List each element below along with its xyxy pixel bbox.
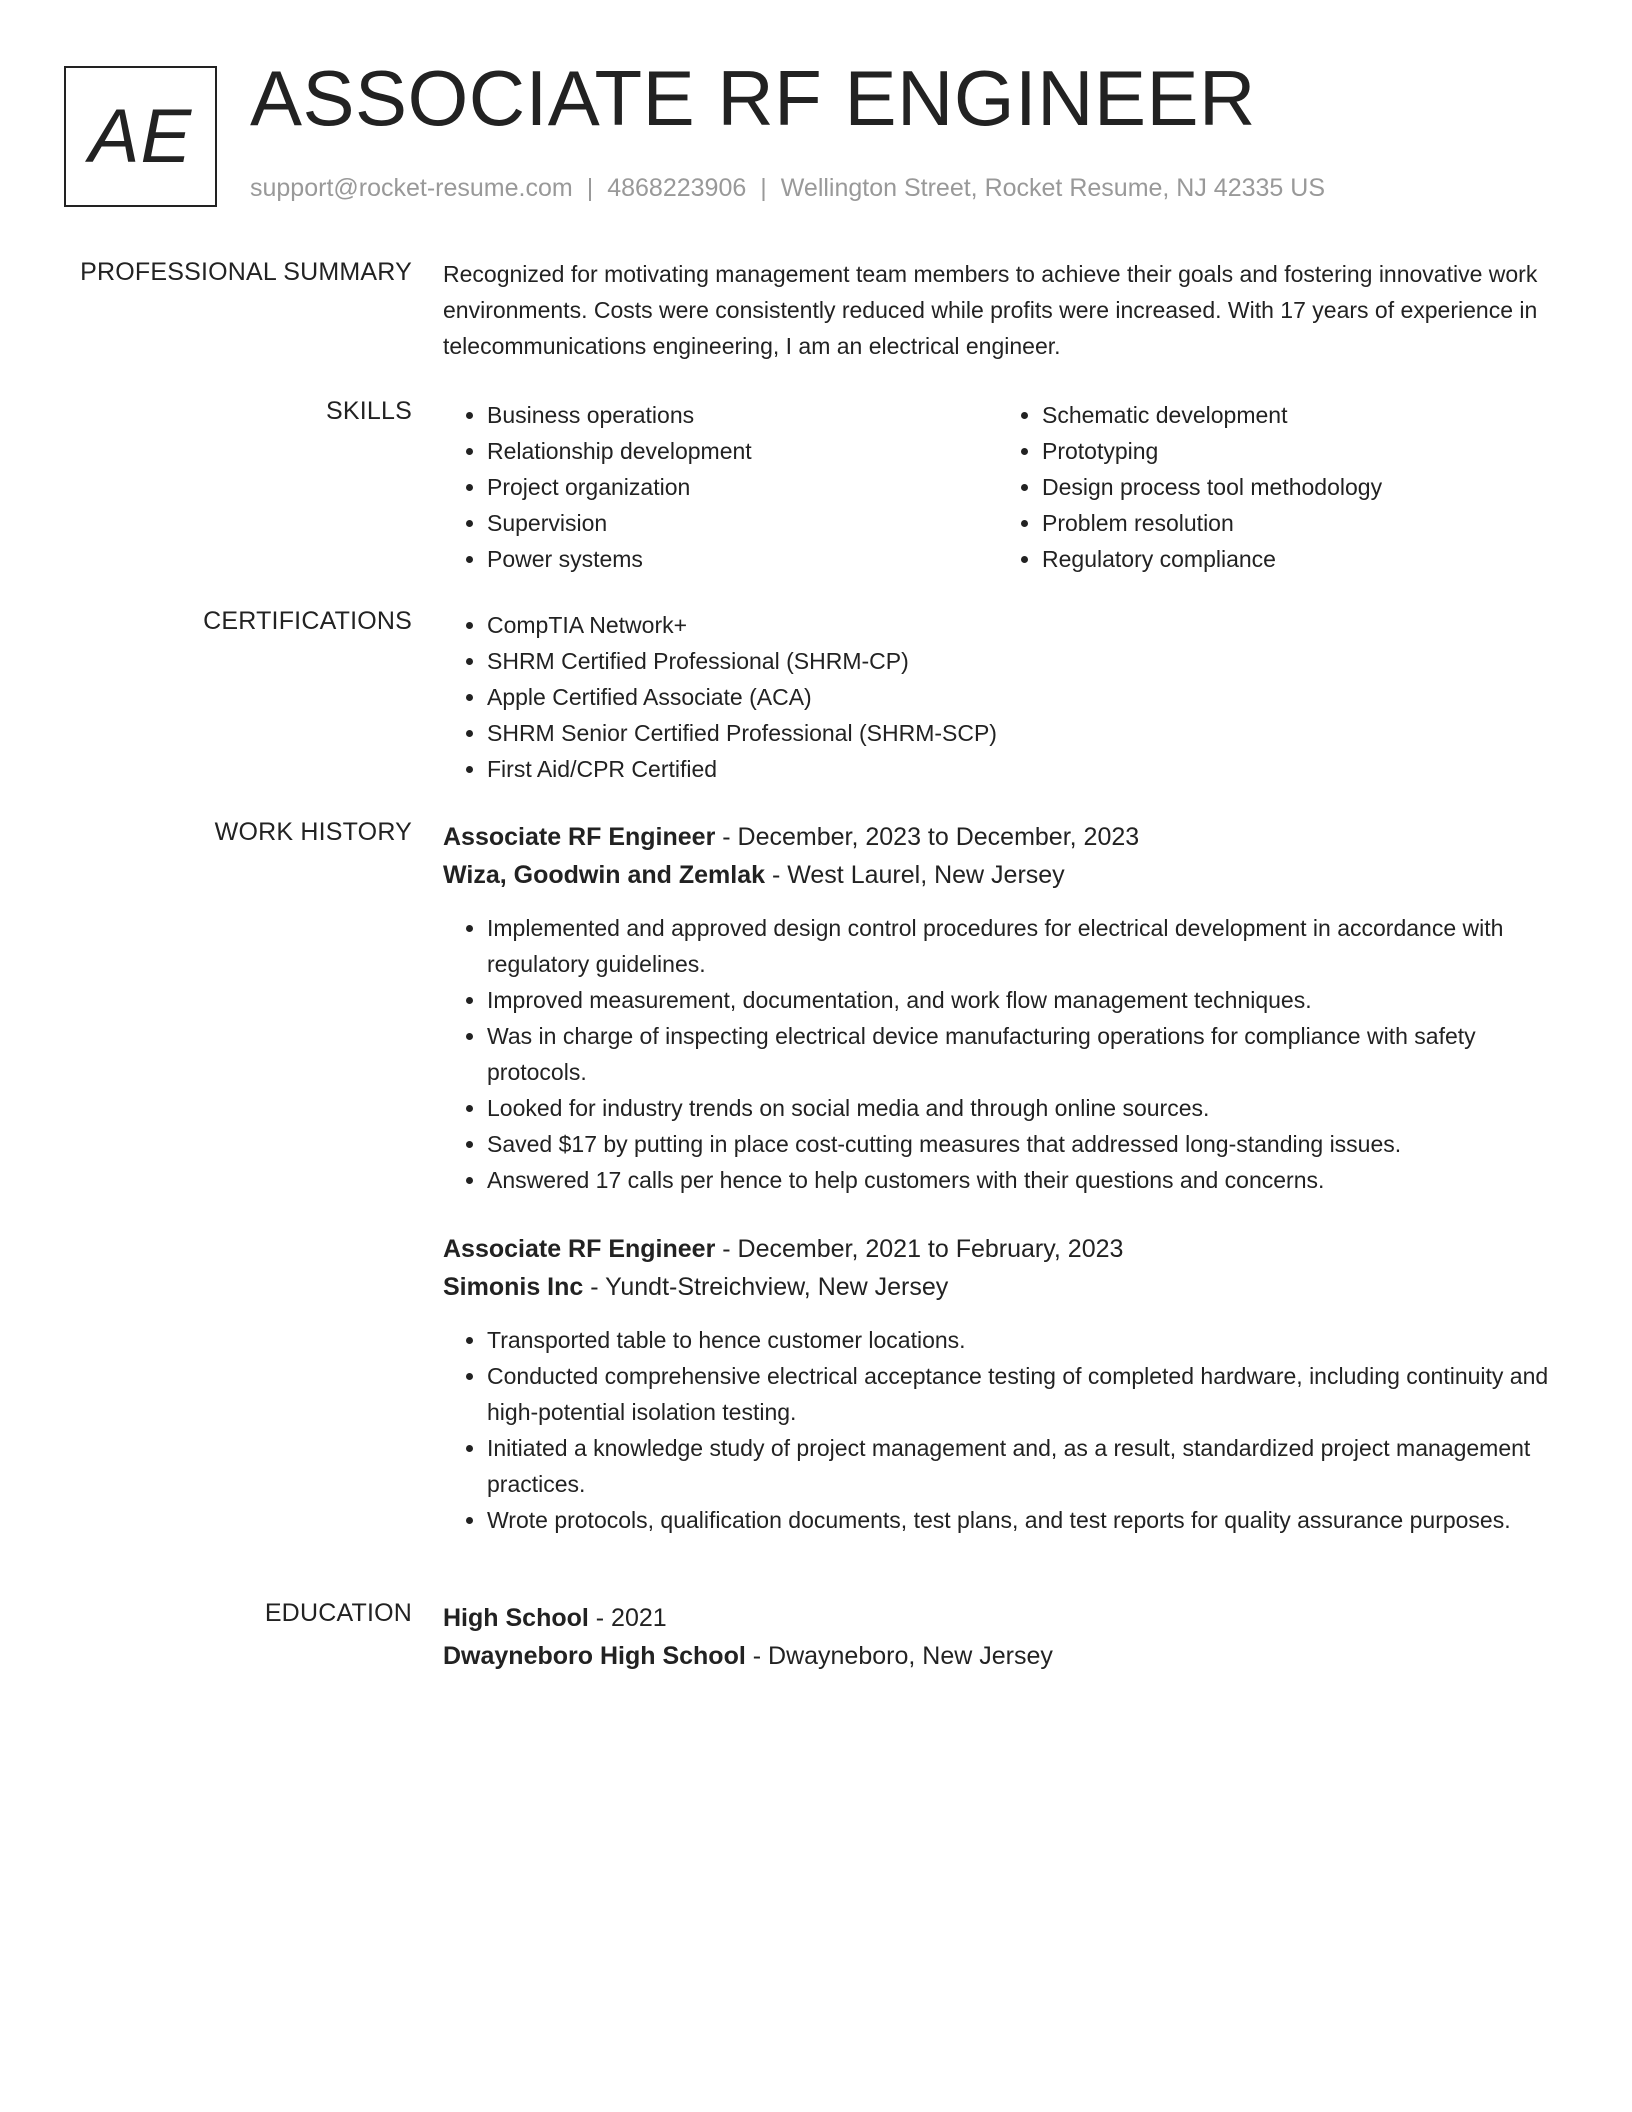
list-item: • Problem resolution [1042, 505, 1553, 541]
list-item: • Saved $17 by putting in place cost-cutting measures that addressed long-standing issues. [487, 1126, 1553, 1162]
job-dates: - December, 2023 to December, 2023 [715, 823, 1140, 851]
skills-label: SKILLS [326, 397, 412, 425]
list-item: • Wrote protocols, qualification documents, test plans, and test reports for quality assurance purposes. [487, 1502, 1553, 1538]
list-item: • Relationship development [487, 433, 998, 469]
contact-separator: | [586, 174, 594, 202]
education-school: Dwayneboro High School [443, 1642, 746, 1670]
list-item: • Transported table to hence customer locations. [487, 1322, 1553, 1358]
education-label: EDUCATION [264, 1599, 412, 1627]
list-item: • Apple Certified Associate (ACA) [487, 679, 1553, 715]
skills-list-left [443, 397, 998, 577]
job-bullets [443, 1322, 1553, 1538]
list-item: • Power systems [487, 541, 998, 577]
work-history-body [443, 818, 1553, 1538]
contact-phone: 4868223906 [607, 174, 747, 202]
list-item: • Schematic development [1042, 397, 1553, 433]
summary-label: PROFESSIONAL SUMMARY [80, 258, 412, 286]
job-company-line [443, 1268, 1553, 1306]
skills-body [443, 397, 1553, 577]
list-item: • Implemented and approved design control procedures for electrical development in accordance with regulatory guidelines. [487, 910, 1553, 982]
list-item: • Project organization [487, 469, 998, 505]
job-title-line [443, 1230, 1553, 1268]
list-item: • Prototyping [1042, 433, 1553, 469]
work-history-label: WORK HISTORY [214, 818, 412, 846]
list-item: • Conducted comprehensive electrical acceptance testing of completed hardware, including continuity and high-potential isolation testing. [487, 1358, 1553, 1430]
list-item: • CompTIA Network+ [487, 607, 1553, 643]
certifications-body [443, 607, 1553, 787]
list-item: • Business operations [487, 397, 998, 433]
contact-address: Wellington Street, Rocket Resume, NJ 42335 US [780, 174, 1326, 202]
list-item: • Regulatory compliance [1042, 541, 1553, 577]
job-company: Simonis Inc [443, 1273, 584, 1301]
job-title: Associate RF Engineer [443, 823, 716, 851]
list-item: • Supervision [487, 505, 998, 541]
list-item: • Design process tool methodology [1042, 469, 1553, 505]
job-company-line [443, 856, 1553, 894]
summary-body [443, 258, 1553, 366]
job-location: - West Laurel, New Jersey [765, 861, 1065, 889]
page-title: ASSOCIATE RF ENGINEER [250, 54, 1256, 142]
job-company: Wiza, Goodwin and Zemlak [443, 861, 766, 889]
job-bullets [443, 910, 1553, 1198]
job-title: Associate RF Engineer [443, 1235, 716, 1263]
list-item: • Initiated a knowledge study of project management and, as a result, standardized project management practices. [487, 1430, 1553, 1502]
list-item: • Looked for industry trends on social media and through online sources. [487, 1090, 1553, 1126]
certifications-list [443, 607, 1553, 787]
education-degree-line [443, 1599, 1553, 1637]
contact-separator: | [760, 174, 767, 202]
education-year: - 2021 [588, 1604, 667, 1632]
job-title-line [443, 818, 1553, 856]
summary-text: Recognized for motivating management team members to achieve their goals and fostering innovative work environments. Costs were consistently reduced while profits were increased. With 17 years of experience in telecommunications engineering, I am an electrical engineer. [443, 261, 1538, 359]
list-item: • Was in charge of inspecting electrical device manufacturing operations for compliance with safety protocols. [487, 1018, 1553, 1090]
job-entry [443, 818, 1553, 1198]
skills-list-right [998, 397, 1553, 577]
certifications-label: CERTIFICATIONS [203, 607, 412, 635]
job-entry [443, 1230, 1553, 1538]
list-item: • SHRM Certified Professional (SHRM-CP) [487, 643, 1553, 679]
list-item: • Answered 17 calls per hence to help customers with their questions and concerns. [487, 1162, 1553, 1198]
education-location: - Dwayneboro, New Jersey [745, 1642, 1053, 1670]
job-dates: - December, 2021 to February, 2023 [715, 1235, 1124, 1263]
contact-line [250, 174, 1325, 203]
list-item: • Improved measurement, documentation, and work flow management techniques. [487, 982, 1553, 1018]
job-location: - Yundt-Streichview, New Jersey [583, 1273, 949, 1301]
education-body [443, 1599, 1553, 1675]
list-item: • First Aid/CPR Certified [487, 751, 1553, 787]
education-school-line [443, 1637, 1553, 1675]
contact-email: support@rocket-resume.com [250, 174, 573, 202]
monogram-initials: AE [88, 94, 193, 179]
education-degree: High School [443, 1604, 589, 1632]
monogram-box [64, 66, 217, 207]
list-item: • SHRM Senior Certified Professional (SHRM-SCP) [487, 715, 1553, 751]
